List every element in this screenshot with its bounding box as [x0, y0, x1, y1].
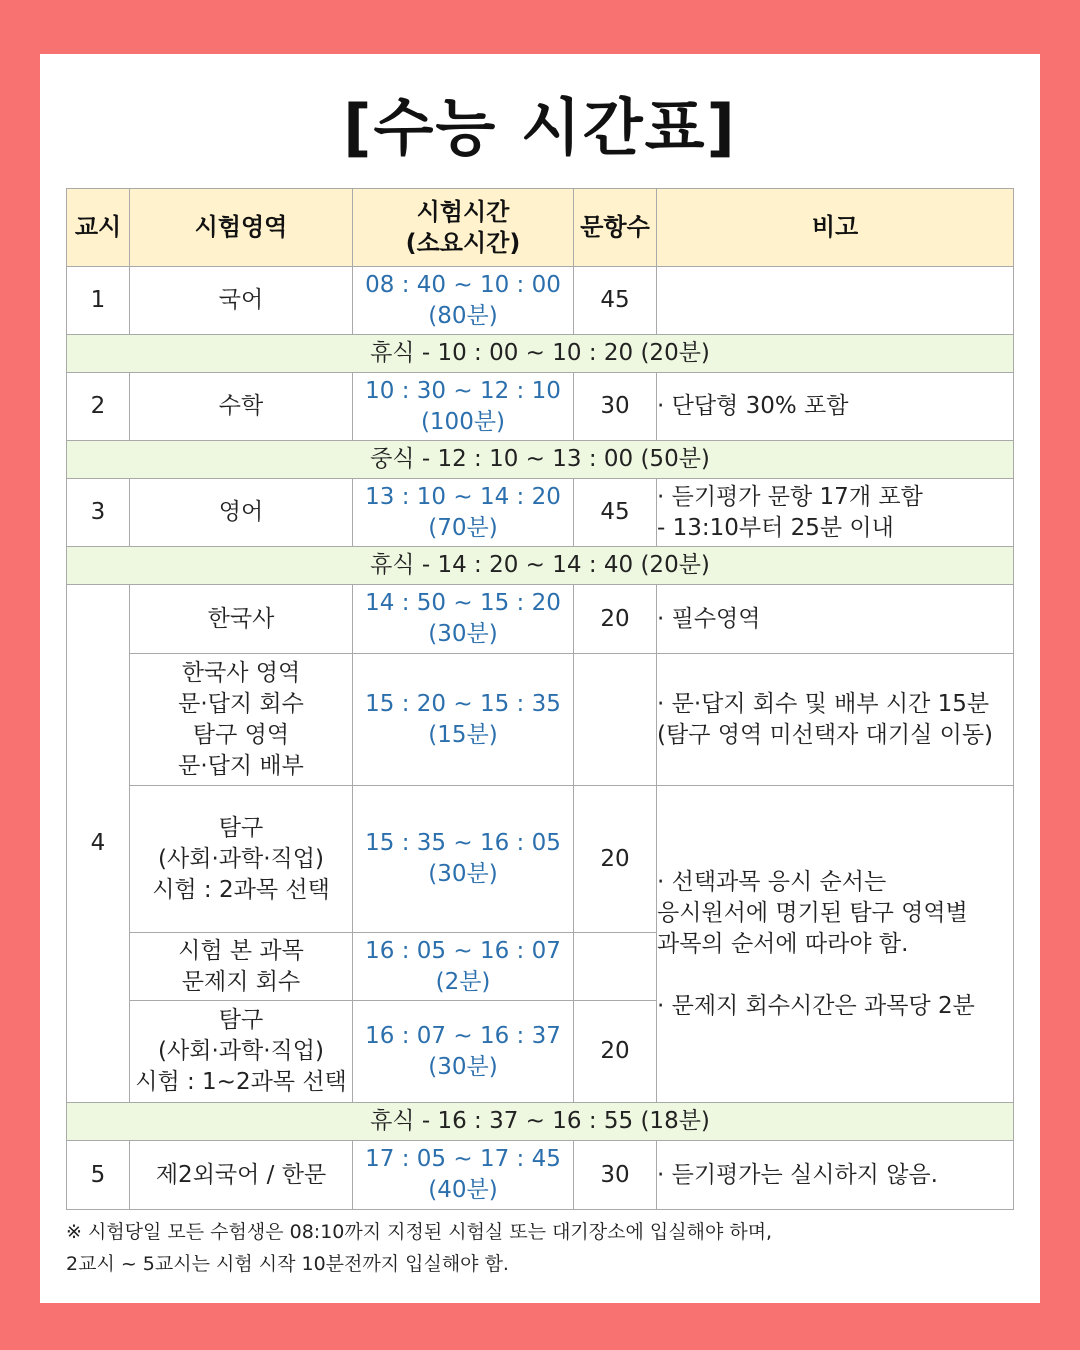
- count-cell: 30: [574, 373, 657, 441]
- subject-cell: 탐구 (사회·과학·직업) 시험 : 2과목 선택: [130, 786, 353, 933]
- break-cell: 휴식 - 10 : 00 ~ 10 : 20 (20분): [67, 335, 1014, 373]
- note-cell: · 문·답지 회수 및 배부 시간 15분 (탐구 영역 미선택자 대기실 이동): [657, 654, 1014, 786]
- count-cell: [574, 933, 657, 1001]
- period-cell: 5: [67, 1141, 130, 1210]
- subject-cell: 수학: [130, 373, 353, 441]
- subject-cell: 한국사: [130, 585, 353, 654]
- subject-cell: 한국사 영역 문·답지 회수 탐구 영역 문·답지 배부: [130, 654, 353, 786]
- header-time: 시험시간 (소요시간): [353, 189, 574, 267]
- subject-cell: 탐구 (사회·과학·직업) 시험 : 1~2과목 선택: [130, 1001, 353, 1103]
- footnote: [66, 1216, 1016, 1280]
- time-cell: 15 : 20 ~ 15 : 35 (15분): [353, 654, 574, 786]
- period-cell: 1: [67, 267, 130, 335]
- table-row: [67, 585, 1014, 654]
- note-cell: · 선택과목 응시 순서는 응시원서에 명기된 탐구 영역별 과목의 순서에 따라야 함. · 문제지 회수시간은 과목당 2분: [657, 786, 1014, 1103]
- table-row: [67, 786, 1014, 933]
- period-cell: 2: [67, 373, 130, 441]
- time-cell: 14 : 50 ~ 15 : 20 (30분): [353, 585, 574, 654]
- break-row: [67, 547, 1014, 585]
- count-cell: [574, 654, 657, 786]
- header-subject: 시험영역: [130, 189, 353, 267]
- time-cell: 17 : 05 ~ 17 : 45 (40분): [353, 1141, 574, 1210]
- count-cell: 45: [574, 267, 657, 335]
- time-cell: 16 : 07 ~ 16 : 37 (30분): [353, 1001, 574, 1103]
- note-cell: · 필수영역: [657, 585, 1014, 654]
- footnote-line-1: ※ 시험당일 모든 수험생은 08:10까지 지정된 시험실 또는 대기장소에 입실해야 하며,: [66, 1221, 773, 1243]
- note-cell: [657, 267, 1014, 335]
- subject-cell: 시험 본 과목 문제지 회수: [130, 933, 353, 1001]
- count-cell: 45: [574, 479, 657, 547]
- period-cell: 4: [67, 585, 130, 1103]
- count-cell: 30: [574, 1141, 657, 1210]
- break-row: [67, 335, 1014, 373]
- time-cell: 16 : 05 ~ 16 : 07 (2분): [353, 933, 574, 1001]
- table-row: [67, 1141, 1014, 1210]
- count-cell: 20: [574, 1001, 657, 1103]
- count-cell: 20: [574, 786, 657, 933]
- subject-cell: 영어: [130, 479, 353, 547]
- header-period: 교시: [67, 189, 130, 267]
- break-row: [67, 441, 1014, 479]
- break-cell: 휴식 - 16 : 37 ~ 16 : 55 (18분): [67, 1103, 1014, 1141]
- header-note: 비고: [657, 189, 1014, 267]
- exam-timetable: [66, 188, 1014, 1210]
- header-count: 문항수: [574, 189, 657, 267]
- subject-cell: 제2외국어 / 한문: [130, 1141, 353, 1210]
- table-row: [67, 654, 1014, 786]
- table-row: [67, 373, 1014, 441]
- count-cell: 20: [574, 585, 657, 654]
- time-cell: 08 : 40 ~ 10 : 00 (80분): [353, 267, 574, 335]
- note-cell: · 듣기평가는 실시하지 않음.: [657, 1141, 1014, 1210]
- break-cell: 중식 - 12 : 10 ~ 13 : 00 (50분): [67, 441, 1014, 479]
- footnote-line-2: 2교시 ~ 5교시는 시험 시작 10분전까지 입실해야 함.: [66, 1253, 509, 1275]
- time-cell: 13 : 10 ~ 14 : 20 (70분): [353, 479, 574, 547]
- page-title: [수능 시간표]: [343, 91, 737, 164]
- table-header-row: [67, 189, 1014, 267]
- subject-cell: 국어: [130, 267, 353, 335]
- note-cell: · 단답형 30% 포함: [657, 373, 1014, 441]
- time-cell: 10 : 30 ~ 12 : 10 (100분): [353, 373, 574, 441]
- period-cell: 3: [67, 479, 130, 547]
- break-cell: 휴식 - 14 : 20 ~ 14 : 40 (20분): [67, 547, 1014, 585]
- time-cell: 15 : 35 ~ 16 : 05 (30분): [353, 786, 574, 933]
- break-row: [67, 1103, 1014, 1141]
- note-cell: · 듣기평가 문항 17개 포함 - 13:10부터 25분 이내: [657, 479, 1014, 547]
- table-row: [67, 479, 1014, 547]
- table-row: [67, 267, 1014, 335]
